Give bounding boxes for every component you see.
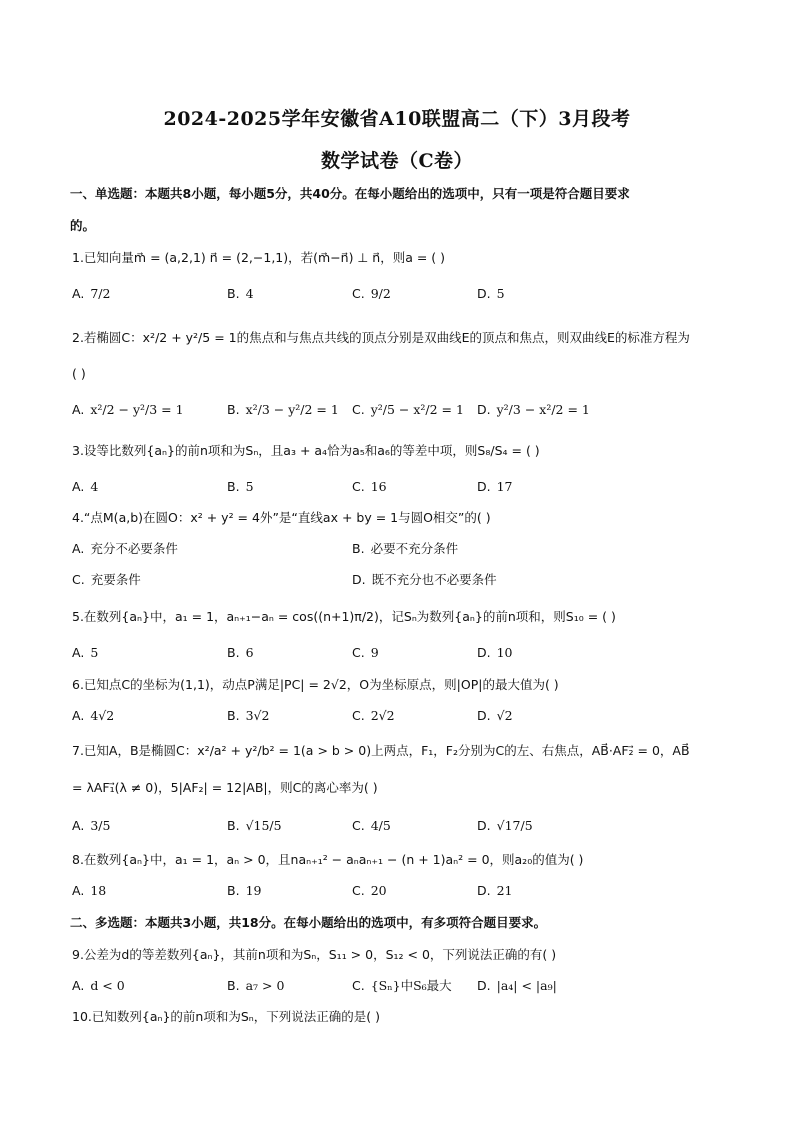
- option-c: C. 16: [352, 479, 387, 494]
- option-c: C. 4/5: [352, 818, 391, 833]
- option-b: B. 5: [227, 479, 254, 494]
- question-7-options: [72, 815, 752, 837]
- section-1-heading-cont: 的。: [70, 218, 96, 233]
- option-a: A. 7/2: [72, 286, 111, 301]
- option-c: C. 充要条件: [72, 572, 141, 587]
- question-8-options: [72, 880, 752, 902]
- option-d: D. 既不充分也不必要条件: [352, 572, 497, 587]
- option-c: C. 9: [352, 645, 379, 660]
- question-10-stem: 10.已知数列{aₙ}的前n项和为Sₙ，下列说法正确的是( ): [72, 1009, 380, 1024]
- exam-title: 2024-2025学年安徽省A10联盟高二（下）3月段考: [163, 108, 631, 130]
- question-4-options-row-1: [72, 538, 752, 560]
- option-a: A. 18: [72, 883, 107, 898]
- exam-subtitle: 数学试卷（C卷）: [320, 150, 474, 172]
- option-d: D. 10: [477, 645, 513, 660]
- option-d: D. |a₄| < |a₉|: [477, 978, 557, 993]
- option-b: B. 6: [227, 645, 254, 660]
- option-a: A. x²/2 − y²/3 = 1: [72, 402, 184, 417]
- question-2-stem: 2.若椭圆C：x²/2 + y²/5 = 1的焦点和与焦点共线的顶点分别是双曲线E的顶点和焦点，则双曲线E的标准方程为: [72, 330, 690, 345]
- option-a: A. d < 0: [72, 978, 125, 993]
- question-8-stem: 8.在数列{aₙ}中，a₁ = 1，aₙ > 0，且naₙ₊₁² − aₙaₙ₊₁ − (n + 1)aₙ² = 0，则a₂₀的值为( ): [72, 852, 584, 867]
- question-7-stem: 7.已知A，B是椭圆C：x²/a² + y²/b² = 1(a > b > 0)上两点，F₁，F₂分别为C的左、右焦点，AB⃗·AF₂⃗ = 0，AB⃗: [72, 743, 690, 758]
- option-d: D. √17/5: [477, 818, 533, 833]
- option-c: C. {Sₙ}中S₆最大: [352, 978, 452, 993]
- question-2-options: [72, 399, 752, 421]
- option-d: D. 17: [477, 479, 513, 494]
- option-b: B. 19: [227, 883, 262, 898]
- option-b: B. 3√2: [227, 708, 270, 723]
- question-4-options-row-2: [72, 569, 752, 591]
- question-3-options: [72, 476, 752, 498]
- section-2-heading: 二、多选题：本题共3小题，共18分。在每小题给出的选项中，有多项符合题目要求。: [70, 915, 547, 930]
- option-b: B. 必要不充分条件: [352, 541, 459, 556]
- question-9-options: [72, 975, 752, 997]
- option-c: C. 2√2: [352, 708, 395, 723]
- question-6-options: [72, 705, 752, 727]
- option-d: D. 21: [477, 883, 513, 898]
- option-a: A. 4: [72, 479, 99, 494]
- question-5-options: [72, 642, 752, 664]
- section-1-heading: 一、单选题：本题共8小题，每小题5分，共40分。在每小题给出的选项中，只有一项是符合题目要求: [70, 186, 630, 201]
- question-6-stem: 6.已知点C的坐标为(1,1)，动点P满足|PC| = 2√2，O为坐标原点，则|OP|的最大值为( ): [72, 677, 559, 692]
- option-c: C. y²/5 − x²/2 = 1: [352, 402, 464, 417]
- option-a: A. 5: [72, 645, 99, 660]
- option-b: B. 4: [227, 286, 254, 301]
- question-7-stem-cont: = λAF₁⃗(λ ≠ 0)，5|AF₂| = 12|AB|，则C的离心率为( ): [72, 780, 378, 795]
- question-4-stem: 4.“点M(a,b)在圆O：x² + y² = 4外”是“直线ax + by = 1与圆O相交”的( ): [72, 510, 491, 525]
- option-b: B. √15/5: [227, 818, 282, 833]
- question-2-stem-cont: ( ): [72, 366, 86, 381]
- question-5-stem: 5.在数列{aₙ}中，a₁ = 1，aₙ₊₁−aₙ = cos((n+1)π/2)，记Sₙ为数列{aₙ}的前n项和，则S₁₀ = ( ): [72, 609, 616, 624]
- question-9-stem: 9.公差为d的等差数列{aₙ}，其前n项和为Sₙ，S₁₁ > 0，S₁₂ < 0，下列说法正确的有( ): [72, 947, 557, 962]
- section-multiple-choice-instructions: [70, 907, 730, 939]
- option-d: D. √2: [477, 708, 513, 723]
- option-d: D. 5: [477, 286, 505, 301]
- section-single-choice-instructions: [70, 178, 730, 242]
- question-1-stem: 1.已知向量m⃗ = (a,2,1) n⃗ = (2,−1,1)，若(m⃗−n⃗) ⊥ n⃗，则a = ( ): [72, 250, 446, 265]
- question-3-stem: 3.设等比数列{aₙ}的前n项和为Sₙ，且a₃ + a₄恰为a₅和a₆的等差中项，则S₈/S₄ = ( ): [72, 443, 540, 458]
- option-b: B. x²/3 − y²/2 = 1: [227, 402, 339, 417]
- question-1-options: [72, 283, 752, 305]
- option-a: A. 4√2: [72, 708, 115, 723]
- option-b: B. a₇ > 0: [227, 978, 285, 993]
- option-c: C. 20: [352, 883, 387, 898]
- option-d: D. y²/3 − x²/2 = 1: [477, 402, 590, 417]
- option-a: A. 3/5: [72, 818, 111, 833]
- option-a: A. 充分不必要条件: [72, 541, 178, 556]
- option-c: C. 9/2: [352, 286, 391, 301]
